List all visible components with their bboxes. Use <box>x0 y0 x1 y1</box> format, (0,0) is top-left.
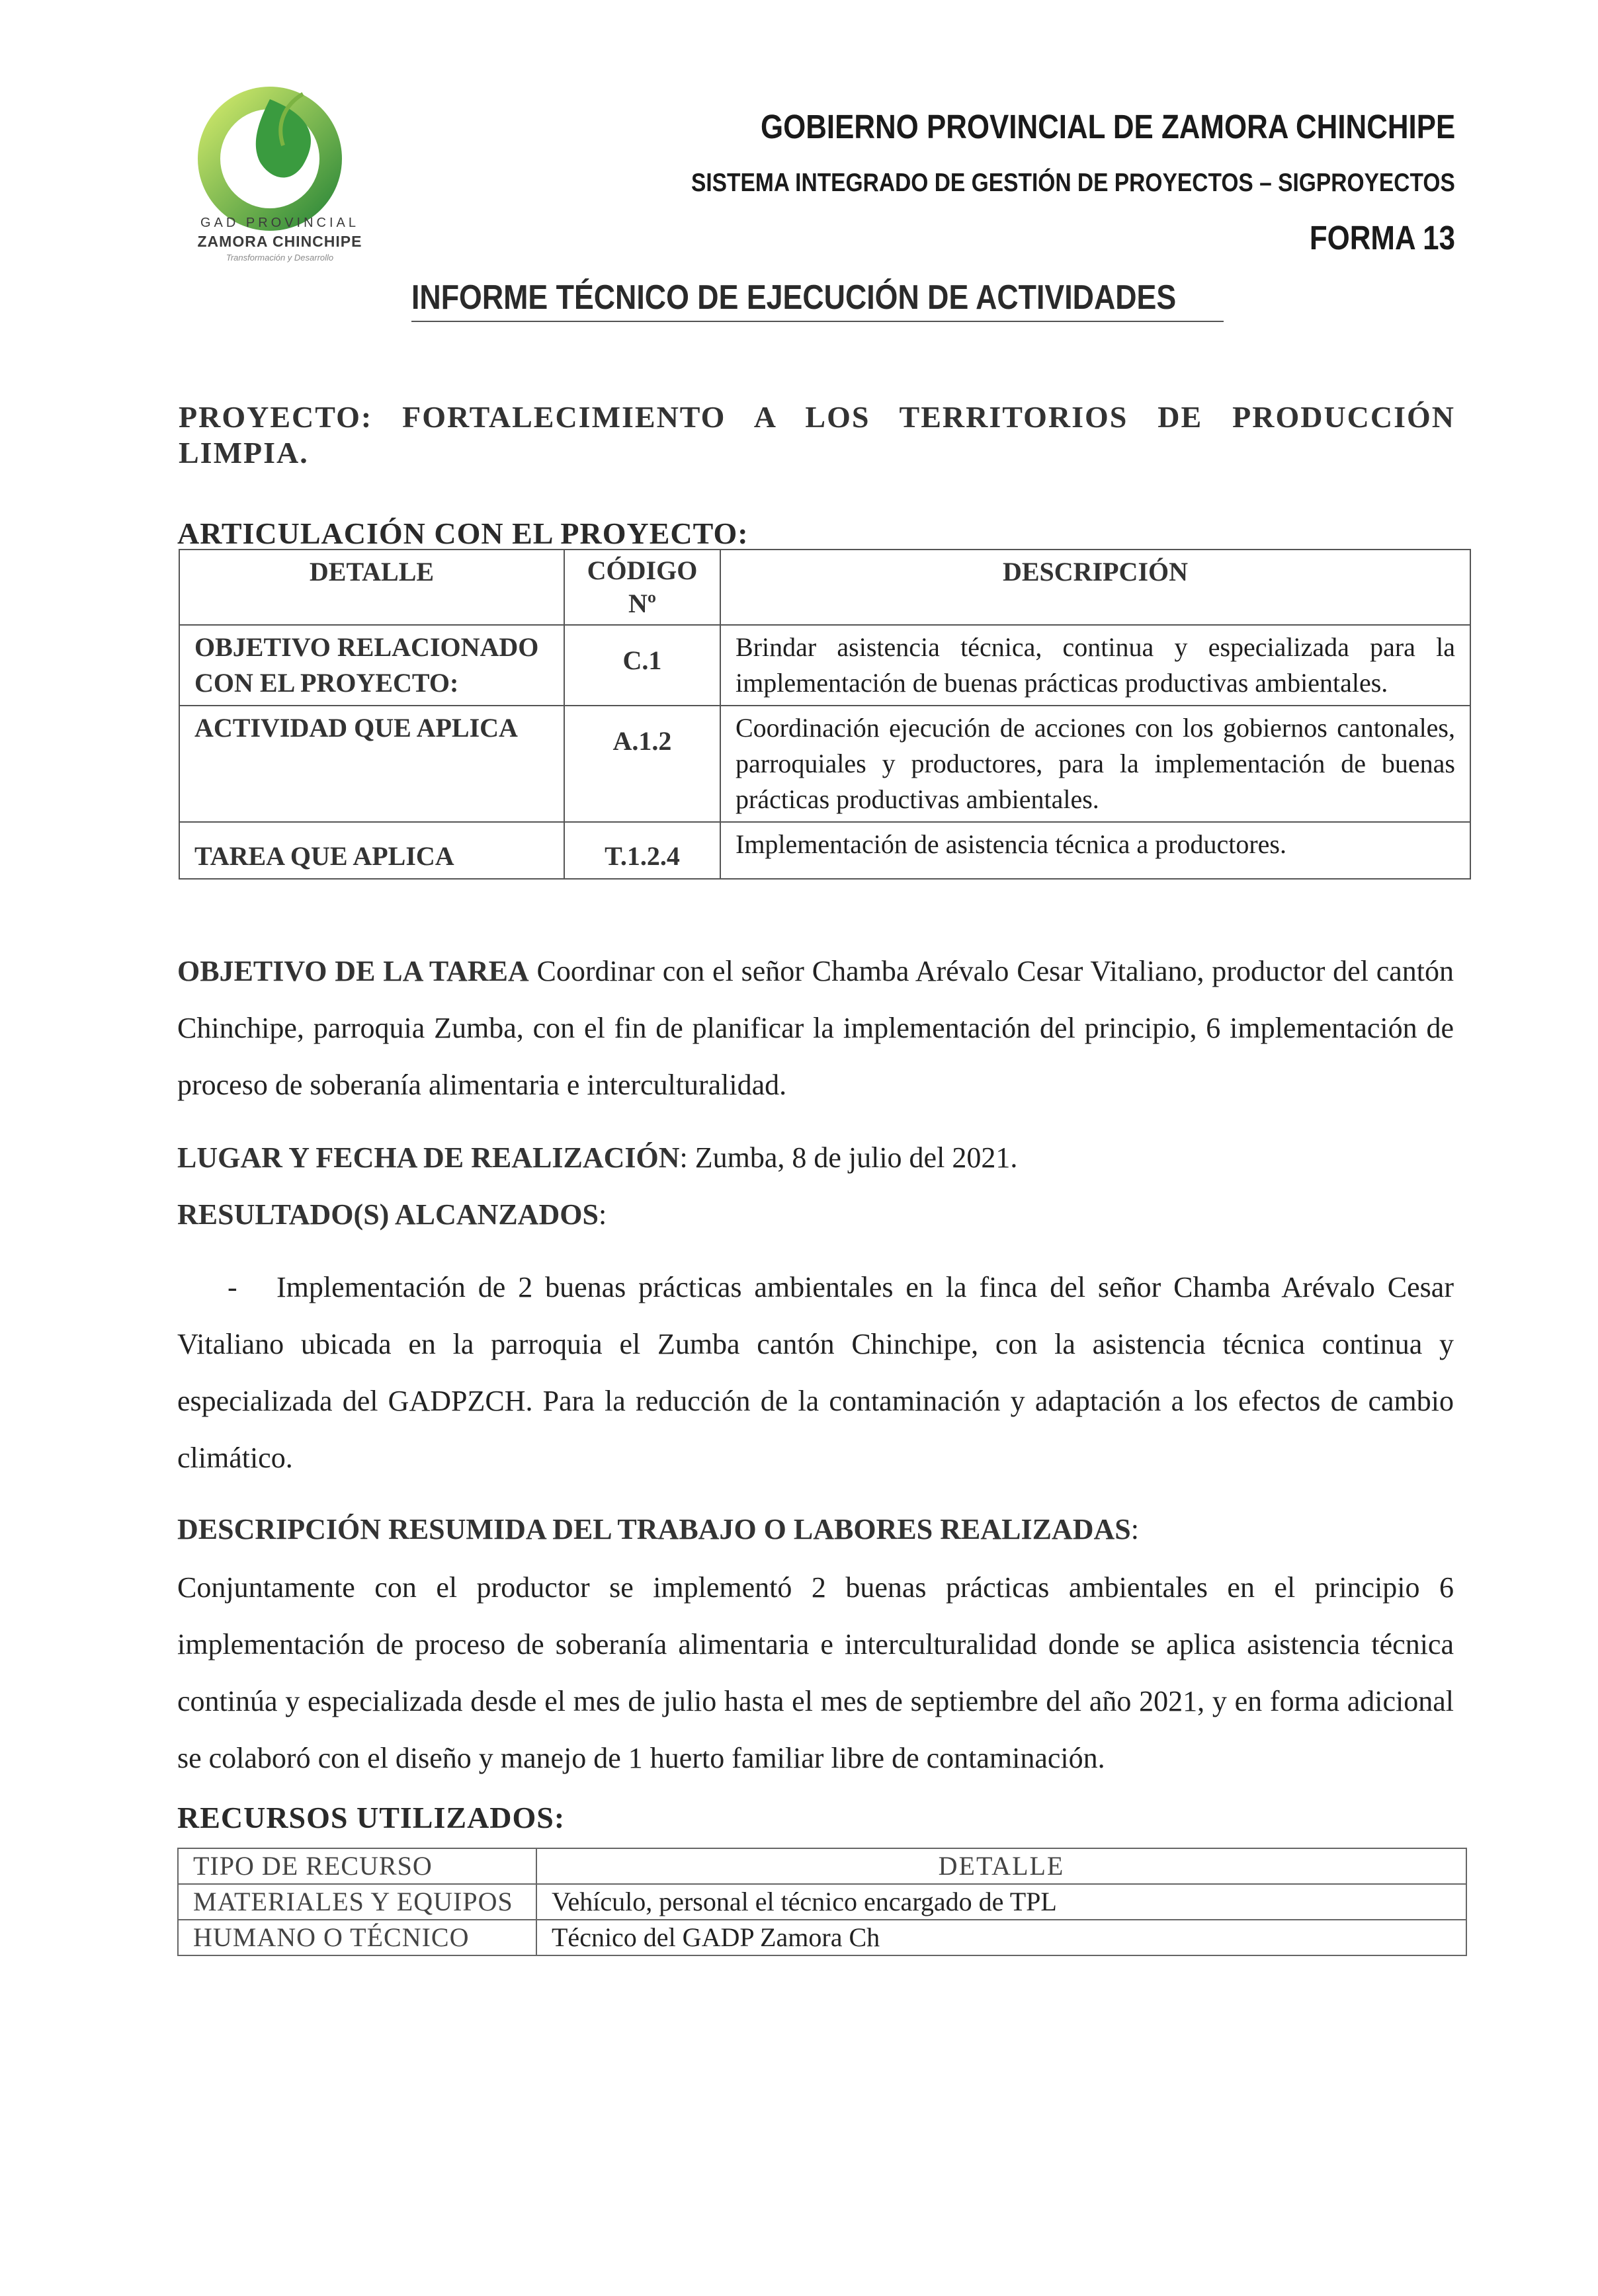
row-description: Coordinación ejecución de acciones con los gobiernos cantonales, parroquiales y productores, para la implementación de buenas prácticas productivas ambientales. <box>720 706 1470 822</box>
articulation-table <box>179 549 1471 880</box>
column-header: DETALLE <box>179 550 564 625</box>
logo-line-2: ZAMORA CHINCHIPE <box>197 233 362 250</box>
results-heading: RESULTADO(S) ALCANZADOS <box>177 1198 599 1231</box>
results-text: Implementación de 2 buenas prácticas ambientales en la finca del señor Chamba Arévalo Cesar Vitaliano ubicada en la parroquia el Zumba cantón Chinchipe, con la asistencia técnica continua y especializada del GADPZCH. Para la reducción de la contaminación y adaptación a los efectos de cambio climático. <box>177 1271 1454 1474</box>
table-row <box>179 706 1470 822</box>
column-header: DETALLE <box>536 1848 1466 1884</box>
work-heading: DESCRIPCIÓN RESUMIDA DEL TRABAJO O LABORES REALIZADAS <box>177 1513 1131 1545</box>
resources-table <box>177 1848 1467 1956</box>
row-code: T.1.2.4 <box>564 822 720 879</box>
project-name: FORTALECIMIENTO A LOS TERRITORIOS DE PRODUCCIÓN LIMPIA. <box>179 400 1456 470</box>
resource-detail: Técnico del GADP Zamora Ch <box>536 1920 1466 1955</box>
resource-detail: Vehículo, personal el técnico encargado de TPL <box>536 1884 1466 1920</box>
objective-label: OBJETIVO DE LA TAREA <box>177 955 529 987</box>
table-header-row <box>179 550 1470 625</box>
title-underline <box>411 321 1224 322</box>
project-line <box>179 399 1455 471</box>
form-number: FORMA 13 <box>1309 219 1455 257</box>
resource-type: MATERIALES Y EQUIPOS <box>178 1884 536 1920</box>
table-row <box>178 1884 1466 1920</box>
objective-paragraph <box>177 943 1454 1114</box>
row-description: Implementación de asistencia técnica a productores. <box>720 822 1470 879</box>
results-heading-line: RESULTADO(S) ALCANZADOS: <box>177 1198 607 1231</box>
project-label: PROYECTO: <box>179 400 373 434</box>
row-detail: OBJETIVO RELACIONADO CON EL PROYECTO: <box>179 625 564 706</box>
document-title: INFORME TÉCNICO DE EJECUCIÓN DE ACTIVIDADES <box>411 278 1177 317</box>
work-heading-line: DESCRIPCIÓN RESUMIDA DEL TRABAJO O LABORES REALIZADAS: <box>177 1513 1139 1545</box>
logo-line-1: GAD PROVINCIAL <box>200 216 360 230</box>
table-row <box>178 1920 1466 1955</box>
row-code: C.1 <box>564 625 720 706</box>
work-paragraph: Conjuntamente con el productor se implementó 2 buenas prácticas ambientales en el principio 6 implementación de proceso de soberanía alimentaria e interculturalidad donde se aplica asistencia técnica continúa y especializada desde el mes de julio hasta el mes de septiembre del año 2021, y en forma adicional se colaboró con el diseño y manejo de 1 huerto familiar libre de contaminación. <box>177 1571 1454 1774</box>
system-title: SISTEMA INTEGRADO DE GESTIÓN DE PROYECTOS – SIGPROYECTOS <box>691 169 1455 197</box>
government-title: GOBIERNO PROVINCIAL DE ZAMORA CHINCHIPE <box>760 108 1455 145</box>
row-detail: ACTIVIDAD QUE APLICA <box>179 706 564 822</box>
row-detail: TAREA QUE APLICA <box>179 822 564 879</box>
row-description: Brindar asistencia técnica, continua y especializada para la implementación de buenas prácticas productivas ambientales. <box>720 625 1470 706</box>
table-row <box>179 625 1470 706</box>
column-header: CÓDIGO Nº <box>564 550 720 625</box>
place-date-line <box>177 1129 1454 1186</box>
resource-type: HUMANO O TÉCNICO <box>178 1920 536 1955</box>
row-code: A.1.2 <box>564 706 720 822</box>
place-date-text: : Zumba, 8 de julio del 2021. <box>679 1141 1018 1174</box>
column-header: DESCRIPCIÓN <box>720 550 1470 625</box>
bullet-marker: - <box>228 1271 237 1303</box>
place-date-label: LUGAR Y FECHA DE REALIZACIÓN <box>177 1141 680 1174</box>
table-row <box>179 822 1470 879</box>
objective-text: Coordinar con el señor Chamba Arévalo Cesar Vitaliano, productor del cantón Chinchipe, parroquia Zumba, con el fin de planificar la implementación del principio, 6 implementación de proceso de soberanía alimentaria e interculturalidad. <box>177 955 1454 1101</box>
column-header: TIPO DE RECURSO <box>178 1848 536 1884</box>
articulation-heading: ARTICULACIÓN CON EL PROYECTO: <box>177 516 749 550</box>
logo-tagline: Transformación y Desarrollo <box>226 253 334 263</box>
table-header-row <box>178 1848 1466 1884</box>
results-paragraph <box>177 1259 1454 1487</box>
resources-heading: RECURSOS UTILIZADOS: <box>177 1801 566 1834</box>
